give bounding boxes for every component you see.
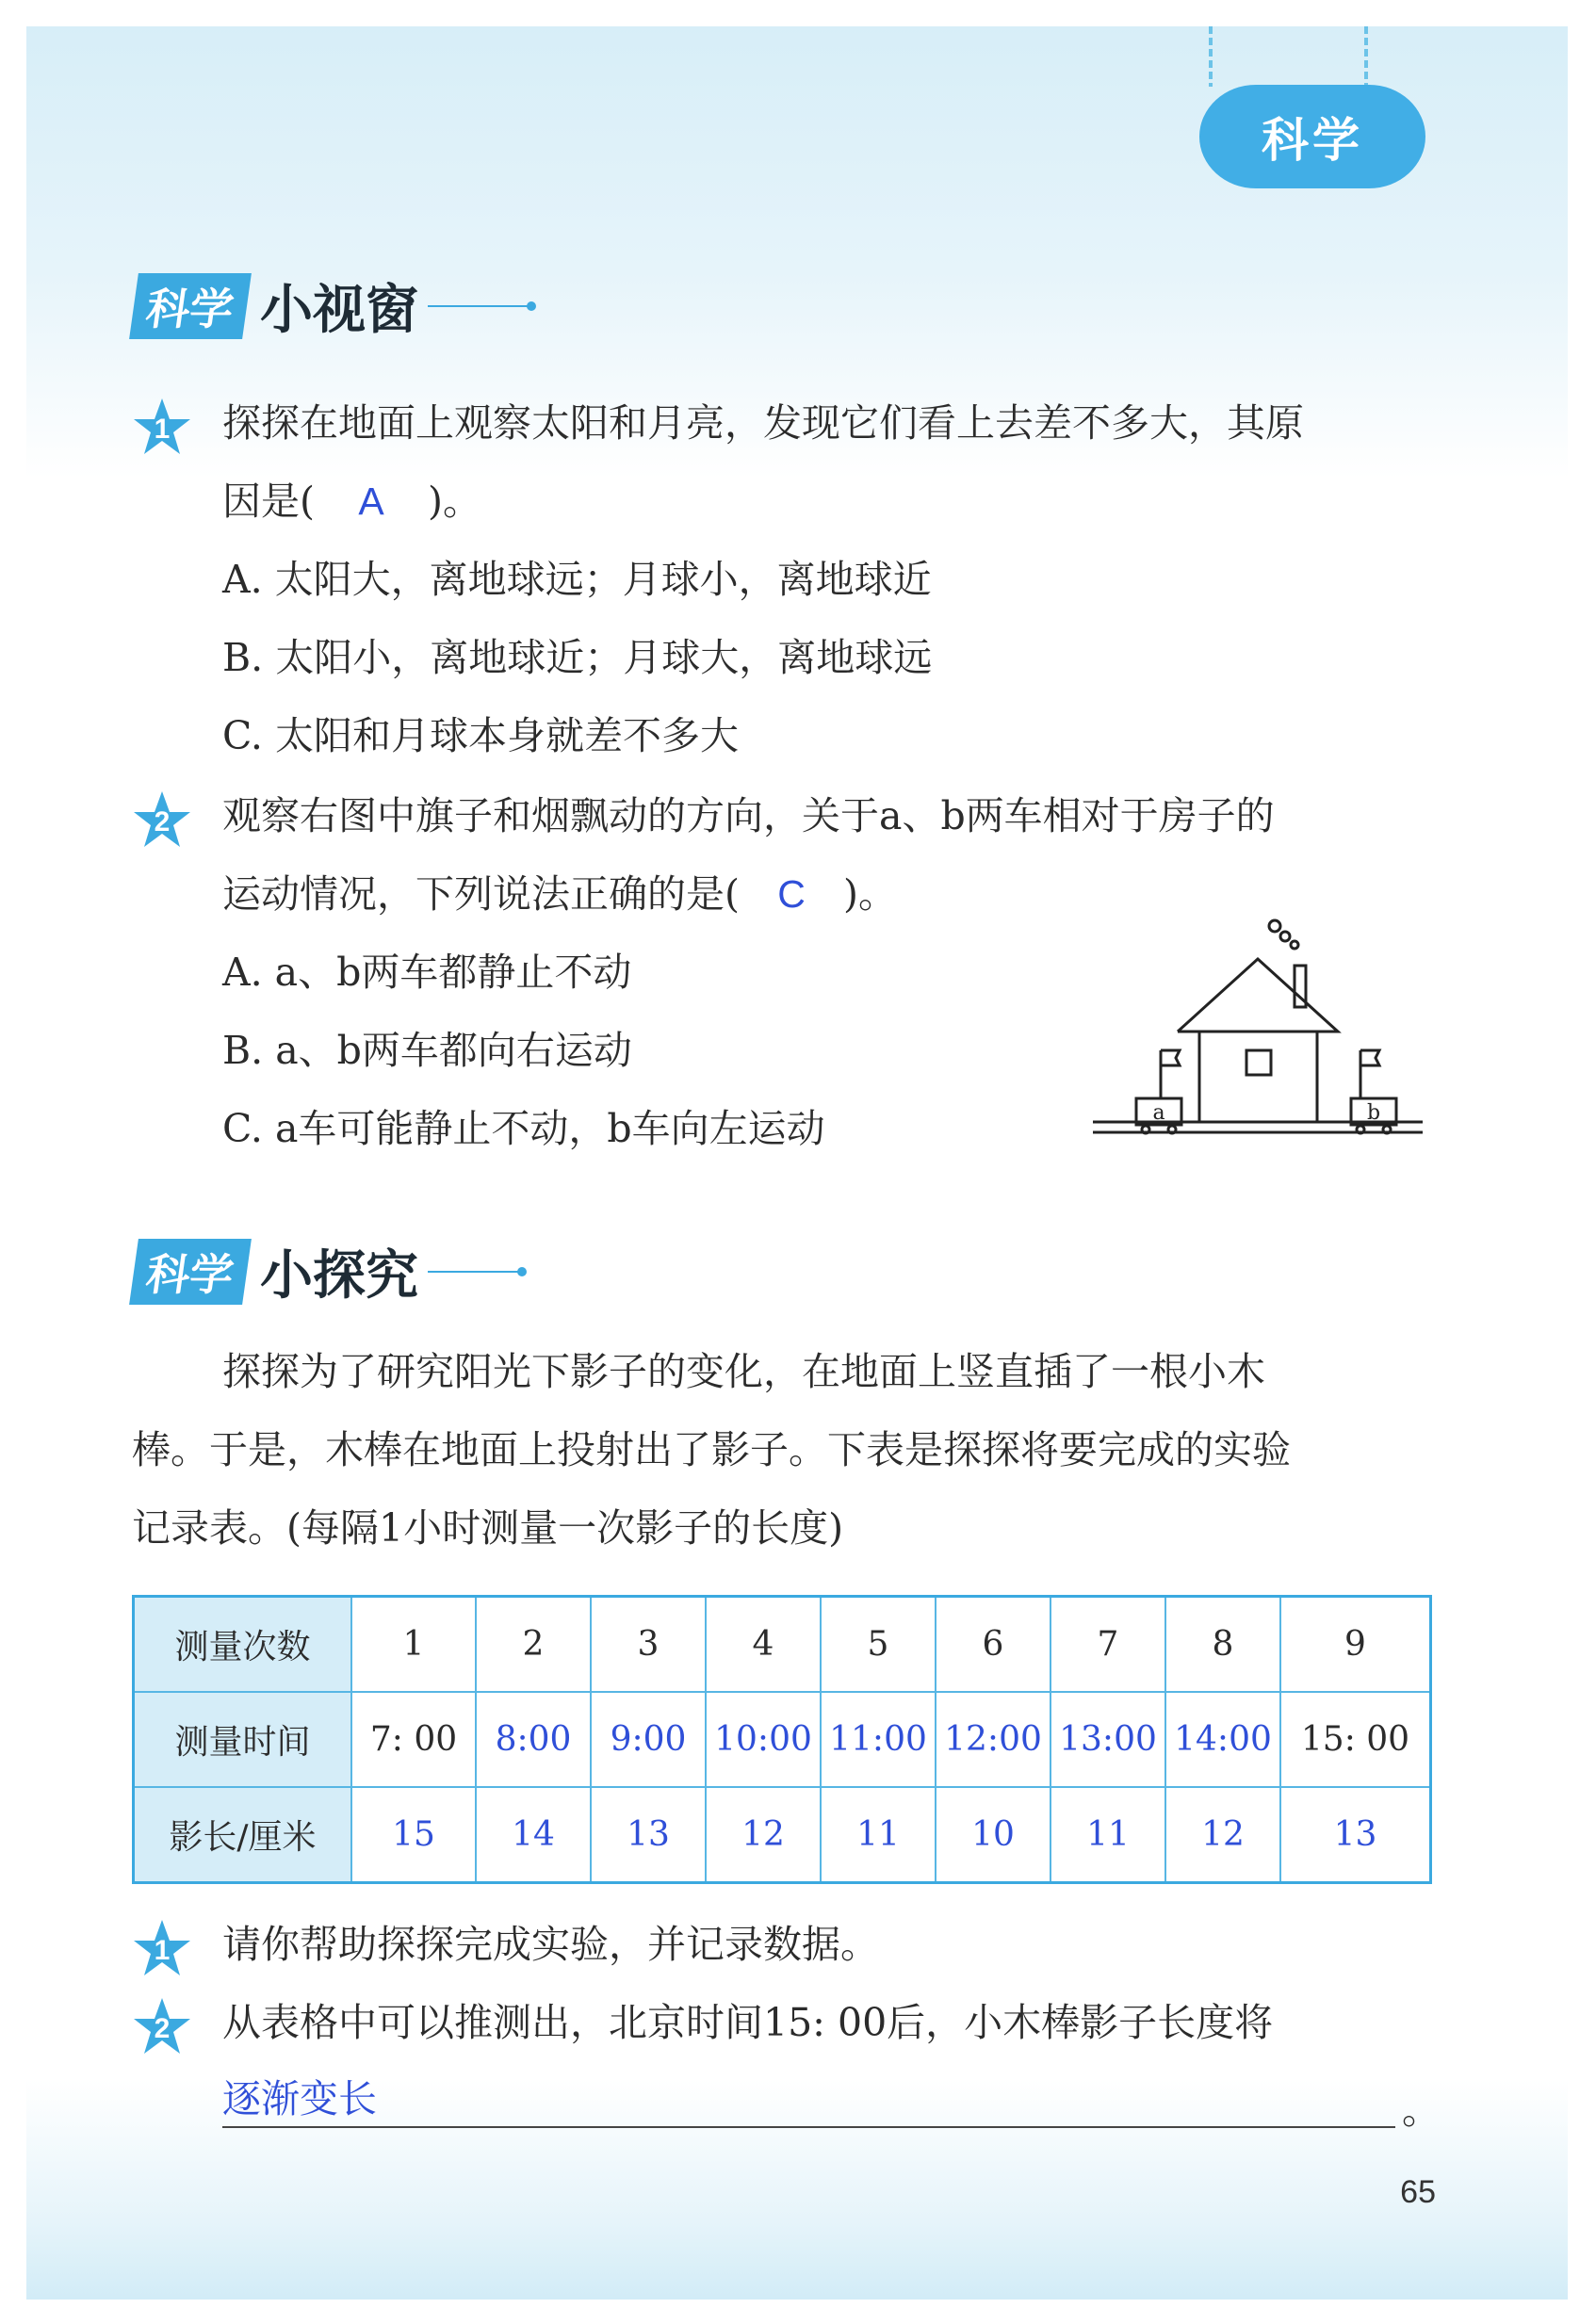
house-diagram bbox=[1083, 909, 1432, 1163]
q1-stem-suffix: )。 bbox=[428, 479, 481, 524]
section-tag: 科学 bbox=[129, 1239, 252, 1305]
table-cell: 12:00 bbox=[936, 1692, 1050, 1787]
star-number-icon bbox=[132, 397, 192, 457]
q2-stem-prefix: 运动情况，下列说法正确的是( bbox=[222, 871, 740, 917]
q1-answer: A bbox=[358, 479, 384, 523]
q1-option-c: C. 太阳和月球本身就差不多大 bbox=[222, 713, 739, 758]
row-header: 测量时间 bbox=[134, 1692, 352, 1787]
car-b-label: b bbox=[1366, 1101, 1381, 1125]
task2-answer: 逐渐变长 bbox=[222, 2076, 377, 2121]
table-cell: 3 bbox=[591, 1597, 706, 1693]
star-number-icon bbox=[132, 1996, 192, 2056]
table-cell: 13 bbox=[591, 1787, 706, 1883]
section-header-explore bbox=[134, 1239, 522, 1305]
answer-underline bbox=[222, 2126, 1395, 2128]
table-cell: 9 bbox=[1280, 1597, 1431, 1693]
table-cell: 6 bbox=[936, 1597, 1050, 1693]
task2-text: 从表格中可以推测出，北京时间15: 00后，小木棒影子长度将 bbox=[222, 2000, 1274, 2045]
table-cell: 14:00 bbox=[1165, 1692, 1280, 1787]
q2-option-a: A. a、b两车都静止不动 bbox=[222, 950, 632, 995]
table-cell: 8:00 bbox=[476, 1692, 591, 1787]
q1-option-a: A. 太阳大，离地球远；月球小，离地球近 bbox=[222, 557, 932, 602]
subject-badge: 科学 bbox=[1199, 85, 1425, 188]
page-number: 65 bbox=[1400, 2174, 1436, 2210]
table-cell: 11 bbox=[821, 1787, 936, 1883]
car-a-label: a bbox=[1152, 1101, 1165, 1125]
section-tag: 科学 bbox=[129, 273, 252, 339]
q2-stem-line1: 观察右图中旗子和烟飘动的方向，关于a、b两车相对于房子的 bbox=[222, 793, 1275, 838]
q2-option-b: B. a、b两车都向右运动 bbox=[222, 1028, 632, 1073]
task-number: 1 bbox=[154, 1935, 171, 1966]
q1-option-b: B. 太阳小，离地球近；月球大，离地球远 bbox=[222, 635, 933, 680]
q2-answer: C bbox=[777, 872, 806, 916]
table-cell: 10:00 bbox=[706, 1692, 821, 1787]
table-row bbox=[134, 1597, 1431, 1693]
chain-left bbox=[1209, 26, 1213, 87]
section-title: 小视窗 bbox=[260, 280, 418, 341]
section-line bbox=[428, 305, 531, 307]
table-cell: 15: 00 bbox=[1280, 1692, 1431, 1787]
intro-line3: 记录表。(每隔1小时测量一次影子的长度) bbox=[132, 1505, 844, 1551]
record-table bbox=[132, 1595, 1432, 1884]
table-cell: 13:00 bbox=[1050, 1692, 1165, 1787]
table-cell: 2 bbox=[476, 1597, 591, 1693]
question-number: 2 bbox=[154, 806, 171, 837]
task2-end: 。 bbox=[1402, 2088, 1441, 2133]
q1-stem-line1: 探探在地面上观察太阳和月亮，发现它们看上去差不多大，其原 bbox=[222, 400, 1304, 446]
table-cell: 13 bbox=[1280, 1787, 1431, 1883]
q1-stem-line2 bbox=[222, 479, 481, 525]
star-number-icon bbox=[132, 789, 192, 850]
table-cell: 5 bbox=[821, 1597, 936, 1693]
task1-text: 请你帮助探探完成实验，并记录数据。 bbox=[222, 1922, 879, 1967]
question-number: 1 bbox=[154, 414, 171, 445]
row-header: 测量次数 bbox=[134, 1597, 352, 1693]
table-cell: 4 bbox=[706, 1597, 821, 1693]
table-cell: 7: 00 bbox=[351, 1692, 476, 1787]
q2-stem-suffix: )。 bbox=[843, 871, 897, 917]
intro-line1: 探探为了研究阳光下影子的变化，在地面上竖直插了一根小木 bbox=[222, 1349, 1265, 1394]
q2-stem-line2 bbox=[222, 871, 897, 918]
table-cell: 8 bbox=[1165, 1597, 1280, 1693]
intro-line2: 棒。于是，木棒在地面上投射出了影子。下表是探探将要完成的实验 bbox=[132, 1427, 1291, 1472]
table-cell: 11:00 bbox=[821, 1692, 936, 1787]
table-cell: 9:00 bbox=[591, 1692, 706, 1787]
star-number-icon bbox=[132, 1918, 192, 1978]
table-row bbox=[134, 1787, 1431, 1883]
section-title: 小探究 bbox=[260, 1245, 418, 1307]
table-cell: 14 bbox=[476, 1787, 591, 1883]
table-row bbox=[134, 1692, 1431, 1787]
row-header: 影长/厘米 bbox=[134, 1787, 352, 1883]
table-cell: 15 bbox=[351, 1787, 476, 1883]
chain-right bbox=[1364, 26, 1368, 87]
q2-option-c: C. a车可能静止不动，b车向左运动 bbox=[222, 1106, 825, 1151]
section-line bbox=[428, 1271, 522, 1273]
table-cell: 1 bbox=[351, 1597, 476, 1693]
table-cell: 7 bbox=[1050, 1597, 1165, 1693]
table-cell: 12 bbox=[706, 1787, 821, 1883]
table-cell: 12 bbox=[1165, 1787, 1280, 1883]
task-number: 2 bbox=[154, 2013, 171, 2044]
q1-stem-prefix: 因是( bbox=[222, 479, 315, 524]
table-cell: 11 bbox=[1050, 1787, 1165, 1883]
section-header-window bbox=[134, 273, 531, 339]
table-cell: 10 bbox=[936, 1787, 1050, 1883]
